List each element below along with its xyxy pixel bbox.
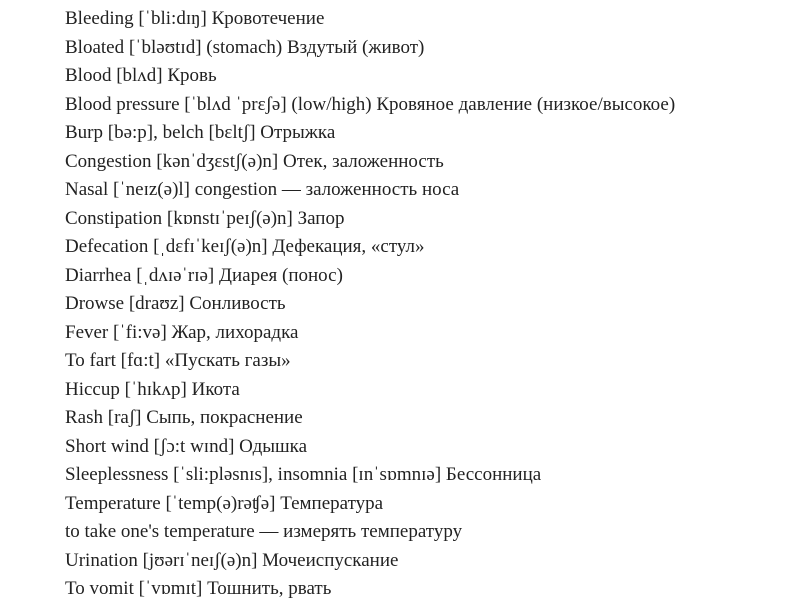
vocab-entry-congestion: Congestion [kənˈdʒɛstʃ(ə)n] Отек, заложенность (65, 150, 444, 172)
vocab-entry-drowse: Drowse [draʊz] Сонливость (65, 293, 286, 314)
vocab-entry-diarrhea: Diarrhea [ˌdʌɪəˈrɪə] Диарея (понос) (65, 264, 343, 286)
vocab-entry-sleeplessness: Sleeplessness [ˈsli:pləsnɪs], insomnia [ɪnˈsɒmnɪə] Бессонница (65, 464, 542, 485)
vocab-entry-bleeding: Bleeding [ˈbli:dɪŋ] Кровотечение (65, 8, 325, 29)
vocab-entry-urination: Urination [jʊərɪˈneɪʃ(ə)n] Мочеиспускание (65, 549, 399, 571)
vocab-entry-constipation: Constipation [kɒnstɪˈpeɪʃ(ə)n] Запор (65, 207, 345, 229)
vocab-entry-hiccup: Hiccup [ˈhɪkʌp] Икота (65, 378, 240, 400)
vocab-entry-to-vomit: To vomit [ˈvɒmɪt] Тошнить, рвать (65, 578, 332, 599)
vocab-entry-nasal-congestion: Nasal [ˈneɪz(ə)l] congestion — заложенность носа (65, 179, 460, 200)
vocab-entry-defecation: Defecation [ˌdɛfɪˈkeɪʃ(ə)n] Дефекация, «стул» (65, 236, 425, 257)
vocab-entry-temperature: Temperature [ˈtemp(ə)rəʧə] Температура (65, 492, 384, 514)
vocab-entry-burp: Burp [bə:p], belch [bɛltʃ] Отрыжка (65, 122, 336, 143)
vocab-entry-fever: Fever [ˈfi:və] Жар, лихорадка (65, 321, 299, 343)
vocab-entry-blood: Blood [blʌd] Кровь (65, 65, 217, 86)
vocab-entry-bloated: Bloated [ˈbləʊtɪd] (stomach) Вздутый (живот) (65, 36, 425, 58)
vocab-entry-rash: Rash [raʃ] Сыпь, покраснение (65, 407, 303, 428)
vocab-entry-take-temperature: to take one's temperature — измерять температуру (65, 521, 463, 542)
vocab-entry-to-fart: To fart [fɑ:t] «Пускать газы» (65, 350, 291, 371)
vocab-entry-short-wind: Short wind [ʃɔ:t wɪnd] Одышка (65, 435, 308, 457)
vocab-entry-blood-pressure: Blood pressure [ˈblʌd ˈprɛʃə] (low/high) Кровяное давление (низкое/высокое) (65, 93, 676, 115)
